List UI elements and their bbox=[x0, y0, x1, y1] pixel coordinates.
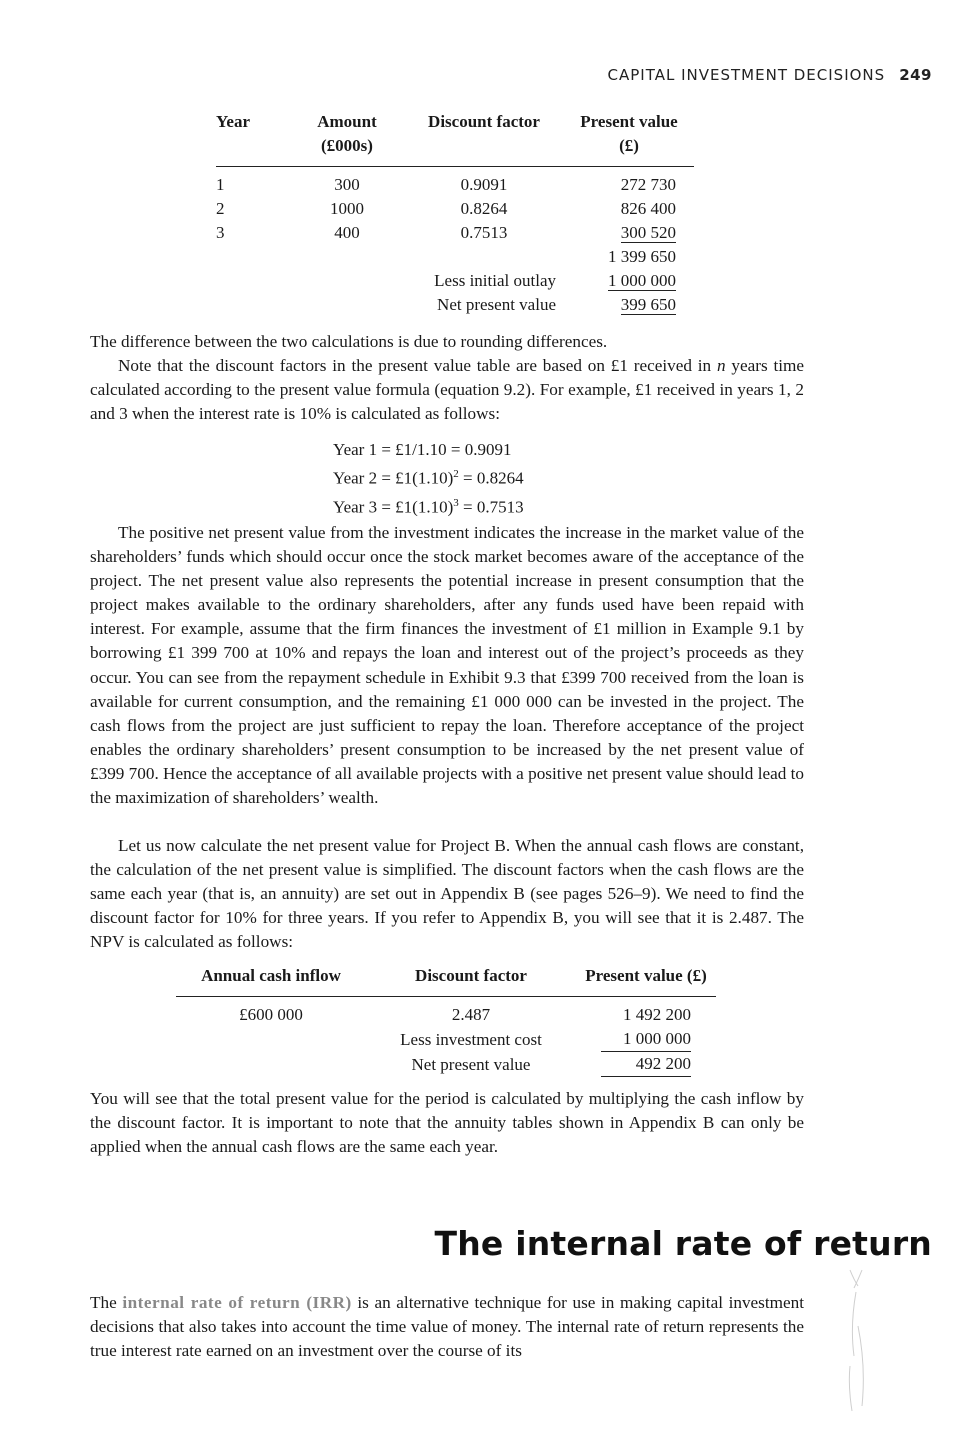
table-header-row bbox=[176, 964, 716, 997]
factor-cell: 2.487 bbox=[451, 1005, 491, 1024]
annuity-note-paragraph: You will see that the total present value for the period is calculated by multiplying the cash inflow by the discount factor. It is important to note that the annuity tables shown in Appendix B can only be applied when the annual cash flows are the same each year. bbox=[90, 1089, 804, 1157]
year-cell: 1 bbox=[216, 175, 225, 194]
npv-value: 492 200 bbox=[576, 1052, 716, 1077]
margin-pencil-mark bbox=[836, 1266, 876, 1416]
npv-label: Net present value bbox=[411, 1054, 531, 1074]
amount-cell: 400 bbox=[334, 223, 360, 242]
table-row bbox=[216, 167, 694, 198]
table-row bbox=[216, 221, 694, 245]
discount-factor-note: Note that the discount factors in the present value table are based on £1 received in n years time calculated according to the present value formula (equation 9.2). For example, £1 received in years 1, 2 and 3 when the interest rate is 10% is calculated as follows: bbox=[90, 356, 804, 424]
factor-cell: 0.9091 bbox=[460, 175, 508, 194]
less-outlay-row bbox=[216, 269, 694, 293]
header-year: Year bbox=[216, 112, 250, 131]
inflow-cell: £600 000 bbox=[239, 1005, 303, 1024]
npv-explanation-paragraph: The positive net present value from the investment indicates the increase in the market value of the shareholders’ funds which should occur once the stock market becomes aware of the acceptance of the project. The net present value also represents the potential increase in present consumption that the project makes available to the ordinary shareholders, after any funds used have been repaid with interest. For example, assume that the firm finances the investment of £1 million in Example 9.1 by borrowing £1 399 700 at 10% and repays the loan and interest out of the project’s proceeds as they occur. You can see from the repayment schedule in Exhibit 9.3 that £399 700 received from the loan is available for current consumption, and the remaining £1 000 000 can be invested in the project. The cash flows from the project are just sufficient to repay the loan. Therefore acceptance of the project enables the ordinary shareholders’ present consumption to be increased by the net present value of £399 700. Hence the acceptance of all available projects with a positive net present value should lead to the maximization of shareholders’ wealth. bbox=[90, 523, 804, 808]
annuity-npv-table bbox=[176, 964, 716, 1077]
npv-row bbox=[176, 1052, 716, 1077]
header-present-value: Present value (£) bbox=[585, 966, 707, 985]
page-number: 249 bbox=[899, 66, 932, 84]
npv-value: 399 650 bbox=[620, 295, 676, 314]
present-value-table bbox=[216, 110, 694, 317]
less-investment-value: 1 000 000 bbox=[576, 1027, 716, 1052]
formula-year-3: Year $3 = £1(1.10)^3 = 0.7513$ bbox=[333, 496, 524, 517]
npv-row bbox=[216, 293, 694, 317]
header-amount: Amount (£000s) bbox=[317, 112, 377, 155]
amount-cell: 300 bbox=[334, 175, 360, 194]
table-header-row bbox=[216, 110, 694, 167]
factor-cell: 0.7513 bbox=[460, 223, 508, 242]
amount-cell: 1000 bbox=[330, 199, 364, 218]
pv-cell: 272 730 bbox=[620, 175, 676, 194]
table-row bbox=[176, 997, 716, 1028]
irr-term: internal rate of return (IRR) bbox=[122, 1293, 352, 1312]
less-investment-label: Less investment cost bbox=[400, 1029, 542, 1049]
running-header bbox=[608, 66, 932, 84]
total-row bbox=[216, 245, 694, 269]
factor-cell: 0.8264 bbox=[460, 199, 508, 218]
table-row bbox=[216, 197, 694, 221]
irr-intro-paragraph: The internal rate of return (IRR) is an alternative technique for use in making capital investment decisions that also takes into account the time value of money. The internal rate of return represents the true interest rate earned on an investment over the course of its bbox=[90, 1293, 804, 1361]
header-discount-factor: Discount factor bbox=[428, 112, 540, 131]
pv-cell: 1 492 200 bbox=[623, 1005, 691, 1024]
header-annual-cash-inflow: Annual cash inflow bbox=[201, 966, 341, 985]
formula-year-2: Year $2 = £1(1.10)^2 = 0.8264$ bbox=[333, 468, 524, 488]
total-value: 1 399 650 bbox=[608, 247, 676, 266]
npv-label: Net present value bbox=[437, 295, 556, 314]
pv-cell: 300 520 bbox=[620, 223, 676, 242]
discount-formulas bbox=[333, 438, 524, 519]
less-investment-row bbox=[176, 1027, 716, 1052]
formula-year-1: Year 1 = £1/1.10 = 0.9091 bbox=[333, 440, 512, 459]
header-present-value: Present value (£) bbox=[580, 112, 678, 155]
project-b-paragraph: Let us now calculate the net present value for Project B. When the annual cash flows are constant, the calculation of the net present value is simplified. The discount factors when the cash flows are the same each year (that is, an annuity) are set out in Appendix B (see pages 526–9). We need to find the discount factor for 10% for three years. If you refer to Appendix B, you will see that it is 2.487. The NPV is calculated as follows: bbox=[90, 836, 804, 952]
rounding-note: The difference between the two calculations is due to rounding differences. bbox=[90, 332, 608, 351]
year-cell: 2 bbox=[216, 199, 225, 218]
header-discount-factor: Discount factor bbox=[415, 966, 527, 985]
year-cell: 3 bbox=[216, 223, 225, 242]
section-heading: The internal rate of return bbox=[434, 1224, 932, 1263]
less-outlay-value: 1 000 000 bbox=[608, 271, 676, 290]
running-title: CAPITAL INVESTMENT DECISIONS bbox=[607, 66, 886, 84]
pv-cell: 826 400 bbox=[620, 199, 676, 218]
less-outlay-label: Less initial outlay bbox=[434, 271, 556, 290]
